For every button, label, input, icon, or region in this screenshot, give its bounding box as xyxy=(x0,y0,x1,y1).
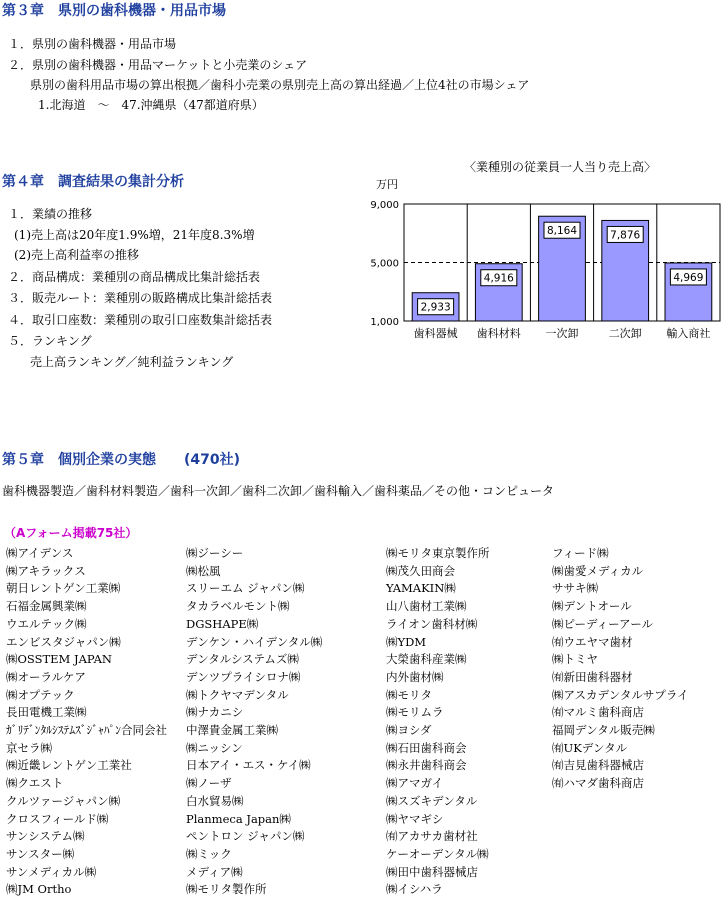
data-label: 4,969 xyxy=(673,271,704,284)
company-name: ㈱YDM xyxy=(386,634,427,649)
company-name: デンツプライシロナ㈱ xyxy=(186,669,301,684)
company-name: メディア㈱ xyxy=(186,864,243,879)
company-name: ㈱モリムラ xyxy=(386,705,444,720)
company-name: デンケン・ハイデンタル㈱ xyxy=(186,634,323,649)
chapter3-title: 第３章 県別の歯科機器・用品市場 xyxy=(2,3,226,19)
company-name: ㈱イシハラ xyxy=(386,882,443,897)
chapter5-categories: 歯科機器製造／歯科材料製造／歯科一次卸／歯科二次卸／歯科輸入／歯科薬品／その他・コンピュータ xyxy=(2,484,555,498)
company-name: ㈱ナカニシ xyxy=(186,705,244,720)
chapter4-line: 売上高ランキング／純利益ランキング xyxy=(30,355,234,369)
company-name: スリーエム ジャパン㈱ xyxy=(186,581,305,596)
chapter4-title: 第４章 調査結果の集計分析 xyxy=(2,174,184,190)
x-tick-label: 一次卸 xyxy=(545,327,579,340)
company-name: ｶﾞﾘﾃﾞﾝﾀﾙｼｽﾃﾑｽﾞｼﾞｬﾊﾟﾝ合同会社 xyxy=(6,723,167,737)
company-name: ㈱ヤマギシ xyxy=(386,811,444,826)
company-name: クロスフィールド㈱ xyxy=(6,811,109,826)
chapter4-line: ４．取引口座数：業種別の取引口座数集計総括表 xyxy=(8,313,273,327)
chart-ylabel: 万円 xyxy=(376,178,398,191)
y-tick-label: 9,000 xyxy=(370,200,399,211)
company-name: 山八歯材工業㈱ xyxy=(386,599,467,614)
company-name: ㈱クエスト xyxy=(6,776,64,791)
company-name: ㈱松風 xyxy=(186,563,221,578)
company-name: ㈱近畿レントゲン工業社 xyxy=(6,758,132,773)
company-name: ㈱OSSTEM JAPAN xyxy=(6,652,112,667)
company-name: 石福金属興業㈱ xyxy=(6,599,87,614)
company-name: ㈲吉見歯科器械店 xyxy=(552,758,644,773)
company-name: YAMAKIN㈱ xyxy=(386,581,456,596)
company-name: サンシステム㈱ xyxy=(6,829,85,844)
company-name: ㈱JM Ortho xyxy=(6,882,72,897)
data-label: 4,916 xyxy=(483,272,514,285)
company-name: ライオン歯科材㈱ xyxy=(386,616,478,631)
company-name: ㈱オーラルケア xyxy=(6,669,86,684)
chapter3-line: ２．県別の歯科機器・用品マーケットと小売業のシェア xyxy=(8,58,308,72)
company-name: ケーオーデンタル㈱ xyxy=(386,846,489,861)
company-name: ㈱アスカデンタルサプライ xyxy=(552,687,689,702)
company-name: ウエルテック㈱ xyxy=(6,616,87,631)
company-name: 中澤貴金属工業㈱ xyxy=(186,723,278,737)
company-name: ㈱アキラックス xyxy=(6,563,86,578)
company-name: タカラベルモント㈱ xyxy=(186,599,290,614)
company-name: 福岡デンタル販売㈱ xyxy=(552,723,655,737)
company-name: 京セラ㈱ xyxy=(6,740,52,755)
company-name: クルツァージャパン㈱ xyxy=(6,793,121,808)
company-name: ㈱アイデンス xyxy=(6,546,74,560)
company-name: ㈱ニッシン xyxy=(186,740,243,755)
company-name: DGSHAPE㈱ xyxy=(186,616,259,631)
company-name: ㈱ジーシー xyxy=(186,546,244,560)
company-name: ペントロン ジャパン㈱ xyxy=(186,829,305,844)
company-name: ㈱歯愛メディカル xyxy=(552,563,644,578)
company-name: ㈱モリタ東京製作所 xyxy=(386,546,490,560)
company-name: ㈲ハマダ歯科商店 xyxy=(552,776,644,791)
company-name: フィード㈱ xyxy=(552,546,609,560)
company-name: サンスター㈱ xyxy=(6,846,75,861)
chapter4-line: (2)売上高利益率の推移 xyxy=(14,248,139,262)
chart-title: 〈業種別の従業員一人当り売上高〉 xyxy=(463,160,657,174)
company-name: ㈱ヨシダ xyxy=(386,723,432,737)
company-name: ㈱モリタ xyxy=(386,687,432,702)
company-name: ㈱スズキデンタル xyxy=(386,793,478,808)
company-name: Planmeca Japan㈱ xyxy=(186,811,291,826)
company-name: ㈱アマガイ xyxy=(386,776,444,791)
company-name: 日本アイ・エス・ケイ㈱ xyxy=(186,758,311,773)
company-name: ㈱デントオール xyxy=(552,599,632,614)
chapter4-line: (1)売上高は20年度1.9%増，21年度8.3%増 xyxy=(14,228,255,242)
chapter4-line: ２．商品構成：業種別の商品構成比集計総括表 xyxy=(8,270,261,284)
company-name: ㈱トクヤマデンタル xyxy=(186,687,289,702)
company-name: ㈱オプテック xyxy=(6,687,75,702)
company-name: ㈱茂久田商会 xyxy=(386,563,455,578)
company-name: ㈲ウエヤマ歯材 xyxy=(552,634,633,649)
company-name: 長田電機工業㈱ xyxy=(6,705,87,720)
company-name: デンタルシステムズ㈱ xyxy=(186,652,299,667)
chapter3-line: １．県別の歯科機器・用品市場 xyxy=(8,37,177,51)
company-name: ㈱モリタ製作所 xyxy=(186,882,267,897)
company-name: 大榮歯科産業㈱ xyxy=(386,652,467,667)
company-name: ㈱田中歯科器械店 xyxy=(386,864,478,879)
company-name: ササキ㈱ xyxy=(552,581,598,596)
company-name: ㈲マルミ歯科商店 xyxy=(552,705,644,720)
company-name: ㈲アカサカ歯材社 xyxy=(386,829,478,844)
y-tick-label: 5,000 xyxy=(370,258,399,270)
company-name: 内外歯材㈱ xyxy=(386,669,444,684)
data-label: 2,933 xyxy=(420,301,451,314)
company-name: 白水貿易㈱ xyxy=(186,793,244,808)
y-tick-label: 1,000 xyxy=(370,317,399,328)
data-label: 7,876 xyxy=(610,229,641,242)
chapter3-line: 県別の歯科用品市場の算出根拠／歯科小売業の県別売上高の算出経過／上位4社の市場シェア xyxy=(30,78,530,92)
company-name: ㈱ピーディーアール xyxy=(552,616,653,631)
company-name: サンメディカル㈱ xyxy=(6,864,97,879)
company-name: ㈱ミック xyxy=(186,846,232,861)
company-name: ㈱石田歯科商会 xyxy=(386,740,467,755)
company-name: ㈱トミヤ xyxy=(552,652,598,667)
sales-per-employee-chart xyxy=(360,155,723,350)
chapter3-line: 1.北海道 ～ 47.沖縄県（47都道府県） xyxy=(38,98,264,112)
chapter5-title: 第５章 個別企業の実態 (470社) xyxy=(2,452,241,468)
chapter4-line: ３．販売ルート：業種別の販路構成比集計総括表 xyxy=(8,291,273,305)
x-tick-label: 二次卸 xyxy=(608,327,642,340)
chapter4-line: １．業績の推移 xyxy=(8,207,93,221)
chart-canvas xyxy=(360,155,723,350)
x-tick-label: 歯科材料 xyxy=(476,327,521,340)
x-tick-label: 輸入商社 xyxy=(666,327,711,340)
company-name: エンビスタジャパン㈱ xyxy=(6,634,121,649)
data-label: 8,164 xyxy=(546,225,578,238)
form-a-subtitle: （Aフォーム掲載75社） xyxy=(4,526,138,540)
company-name: 朝日レントゲン工業㈱ xyxy=(6,581,121,596)
company-name: ㈱ノーザ xyxy=(186,776,232,791)
chapter4-line: ５．ランキング xyxy=(8,334,92,348)
company-name: ㈱永井歯科商会 xyxy=(386,758,467,773)
company-name: ㈲新田歯科器材 xyxy=(552,669,633,684)
x-tick-label: 歯科器械 xyxy=(413,327,458,340)
company-name: ㈲UKデンタル xyxy=(552,740,628,755)
